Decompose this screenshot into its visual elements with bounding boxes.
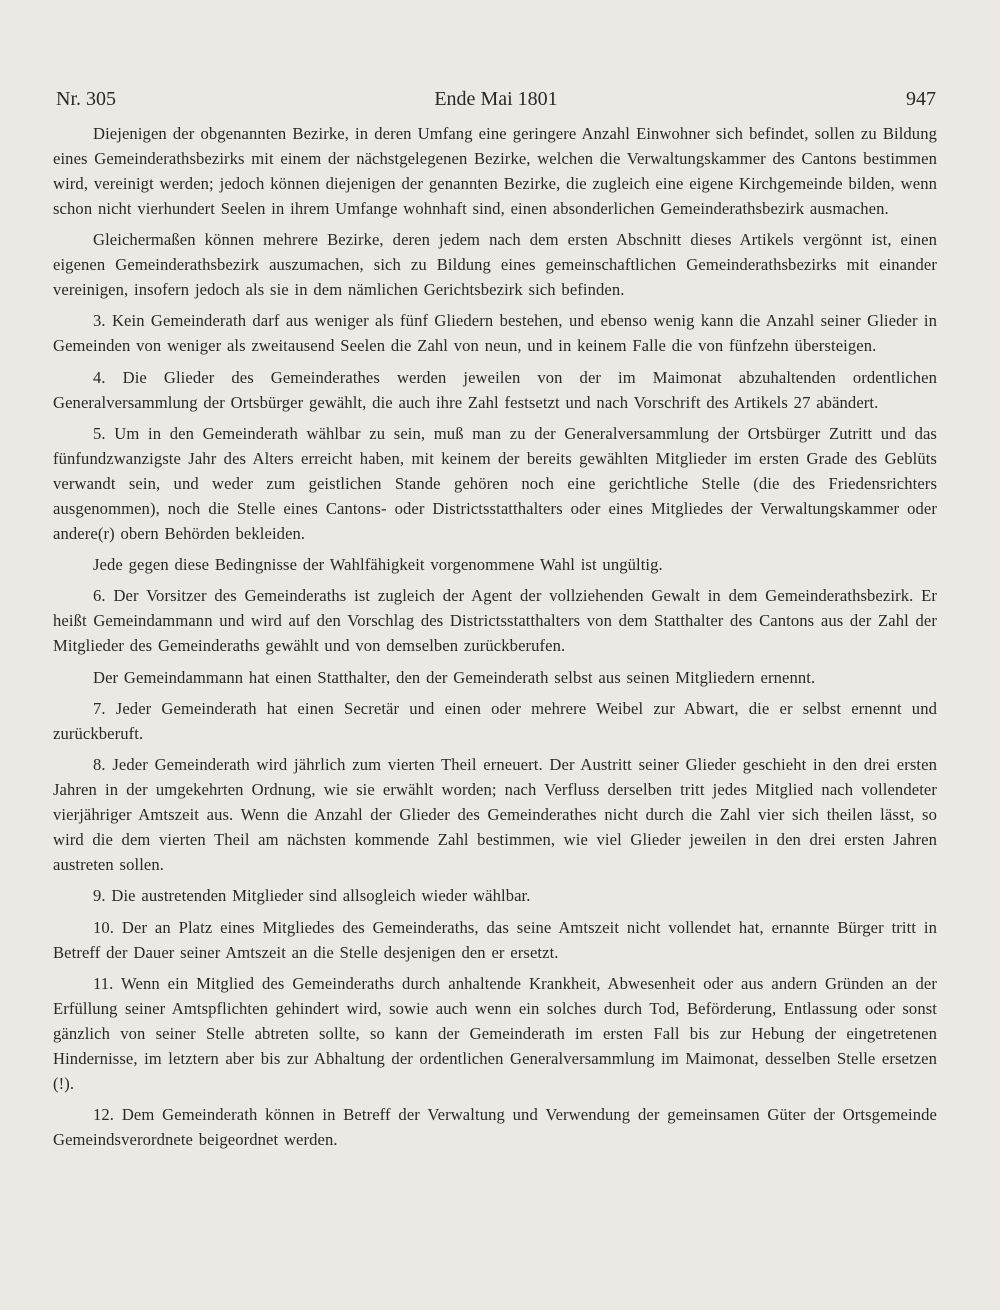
paragraph: Diejenigen der obgenannten Bezirke, in deren Umfang eine geringere Anzahl Einwohner sich befindet, sollen zu Bildung eines Gemeinderathsbezirks mit einem der nächstgelegenen Bezirke, welchen die Verwaltungskammer des Cantons bestimmen wird, vereinigt werden; jedoch können diejenigen der genannten Bezirke, die zugleich eine eigene Kirchgemeinde bilden, wenn schon nicht vierhundert Seelen in ihrem Umfange wohnhaft sind, einen absonderlichen Gemeinderathsbezirk ausmachen. bbox=[53, 124, 937, 218]
paragraph-article-4: 4. Die Glieder des Gemeinderathes werden jeweilen von der im Maimonat abzuhaltenden ordentlichen Generalversammlung der Ortsbürger gewählt, die auch ihre Zahl festsetzt und nach Vorschrift des Artikels 27 abändert. bbox=[53, 367, 937, 412]
paragraph-article-7: 7. Jeder Gemeinderath hat einen Secretär und einen oder mehrere Weibel zur Abwart, die er selbst ernennt und zurückberuft. bbox=[53, 699, 937, 743]
running-head bbox=[56, 88, 936, 112]
paragraph-article-6: 6. Der Vorsitzer des Gemeinderaths ist zugleich der Agent der vollziehenden Gewalt in dem Gemeinderathsbezirk. Er heißt Gemeindammann und wird auf den Vorschlag des Districtsstatthalters von dem Statthalter des Cantons aus der Zahl der Mitglieder des Gemeinderaths gewählt und von demselben zurückberufen. bbox=[53, 586, 937, 656]
paragraph: Jede gegen diese Bedingnisse der Wahlfähigkeit vorgenommene Wahl ist ungültig. bbox=[93, 555, 663, 574]
paragraph-article-3: 3. Kein Gemeinderath darf aus weniger als fünf Gliedern bestehen, und ebenso wenig kann die Anzahl seiner Glieder in Gemeinden von weniger als zweitausend Seelen die Zahl von neun, und in keinem Falle die von fünfzehn übersteigen. bbox=[53, 311, 937, 356]
paragraph-article-5: 5. Um in den Gemeinderath wählbar zu sein, muß man zu der Generalversammlung der Ortsbürger Zutritt und das fünfundzwanzigste Jahr des Alters erreicht haben, mit keinem der bereits gewählten Mitglieder im ersten Grade des Geblüts verwandt sein, und weder zum geistlichen Stande gehören noch eine gerichtliche Stelle (die des Friedensrichters ausgenommen), noch die Stelle eines Cantons- oder Districtsstatthalters oder eines Mitgliedes der Verwaltungskammer oder andere(r) obern Behörden bekleiden. bbox=[53, 423, 937, 543]
paragraph: Gleichermaßen können mehrere Bezirke, deren jedem nach dem ersten Abschnitt dieses Artikels vergönnt ist, einen eigenen Gemeinderathsbezirk auszumachen, sich zu Bildung eines gemeinschaftlichen Gemeinderathsbezirks mit einander vereinigen, insofern jedoch als sie in dem nämlichen Gerichtsbezirk sich befinden. bbox=[53, 230, 937, 299]
paragraph-article-8: 8. Jeder Gemeinderath wird jährlich zum vierten Theil erneuert. Der Austritt seiner Glieder geschieht in den drei ersten Jahren in der umgekehrten Ordnung, wie sie erwählt worden; nach Verfluss derselben tritt jedes Mitglied nach vollendeter vierjähriger Amtszeit aus. Wenn die Anzahl der Glieder des Gemeinderathes nicht durch die Zahl vier sich theilen lässt, so wird die dem vierten Theil am nächsten kommende Zahl bestimmen, wie viel Glieder jeweilen in den drei ersten Jahren austreten sollen. bbox=[53, 755, 937, 874]
page-number: 947 bbox=[906, 88, 936, 110]
document-date: Ende Mai 1801 bbox=[434, 88, 558, 110]
paragraph-article-9: 9. Die austretenden Mitglieder sind allsogleich wieder wählbar. bbox=[93, 886, 531, 906]
paragraph-article-10: 10. Der an Platz eines Mitgliedes des Gemeinderaths, das seine Amtszeit nicht vollendet hat, ernannte Bürger tritt in Betreff der Dauer seiner Amtszeit an die Stelle desjenigen den er ersetzt. bbox=[53, 917, 937, 962]
paragraph: Der Gemeindammann hat einen Statthalter, den der Gemeinderath selbst aus seinen Mitgliedern ernennt. bbox=[93, 667, 816, 687]
body-text bbox=[53, 122, 937, 1159]
document-number: Nr. 305 bbox=[56, 88, 116, 110]
paragraph-article-11: 11. Wenn ein Mitglied des Gemeinderaths durch anhaltende Krankheit, Abwesenheit oder aus andern Gründen an der Erfüllung seiner Amtspflichten gehindert wird, sowie auch wenn ein solches durch Tod, Beförderung, Entlassung oder sonst gänzlich von seiner Stelle abtreten sollte, so kann der Gemeinderath im ersten Fall bis zur Hebung der eingetretenen Hindernisse, im letztern aber bis zur Abhaltung der ordentlichen Generalversammlung im Maimonat, desselben Stelle ersetzen (!). bbox=[53, 974, 937, 1093]
paragraph-article-12: 12. Dem Gemeinderath können in Betreff der Verwaltung und Verwendung der gemeinsamen Güter der Ortsgemeinde Gemeindsverordnete beigeordnet werden. bbox=[53, 1105, 937, 1150]
